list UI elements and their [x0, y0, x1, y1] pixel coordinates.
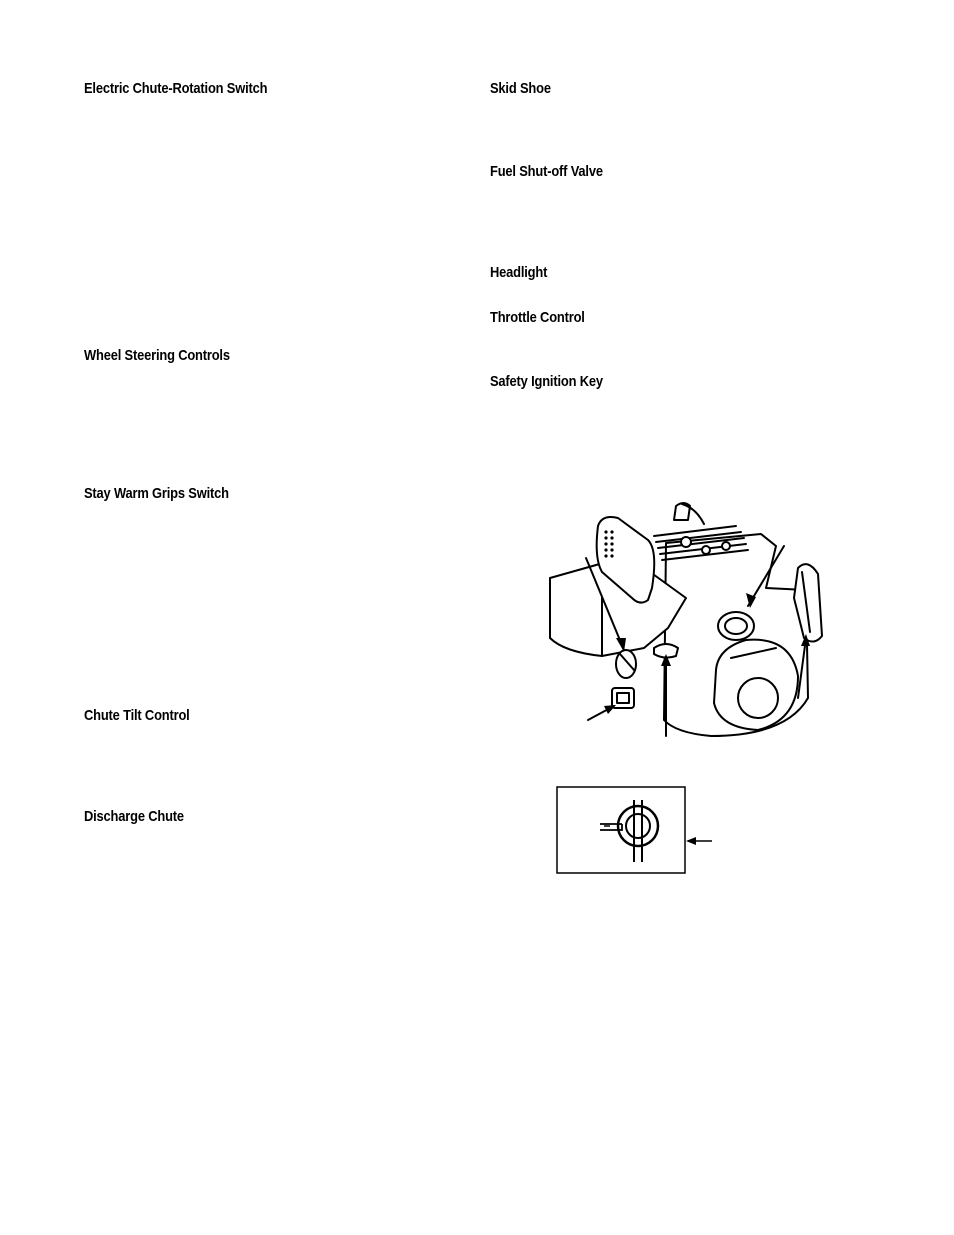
choke-knob-icon [616, 650, 636, 678]
heading-headlight: Headlight [490, 264, 548, 281]
heading-fuel-shutoff-valve: Fuel Shut-off Valve [490, 163, 603, 180]
heading-wheel-steering-controls: Wheel Steering Controls [84, 347, 230, 364]
heading-safety-ignition-key: Safety Ignition Key [490, 373, 603, 390]
heading-discharge-chute: Discharge Chute [84, 808, 184, 825]
heading-skid-shoe: Skid Shoe [490, 80, 551, 97]
ignition-key-icon [612, 688, 634, 708]
heading-electric-chute-rotation-switch: Electric Chute-Rotation Switch [84, 80, 268, 97]
engine-illustration-icon [536, 498, 836, 748]
heading-stay-warm-grips-switch: Stay Warm Grips Switch [84, 485, 229, 502]
fuel-shutoff-symbol-icon [556, 786, 716, 876]
primer-button-icon [718, 612, 754, 640]
heading-throttle-control: Throttle Control [490, 309, 585, 326]
heading-chute-tilt-control: Chute Tilt Control [84, 707, 190, 724]
